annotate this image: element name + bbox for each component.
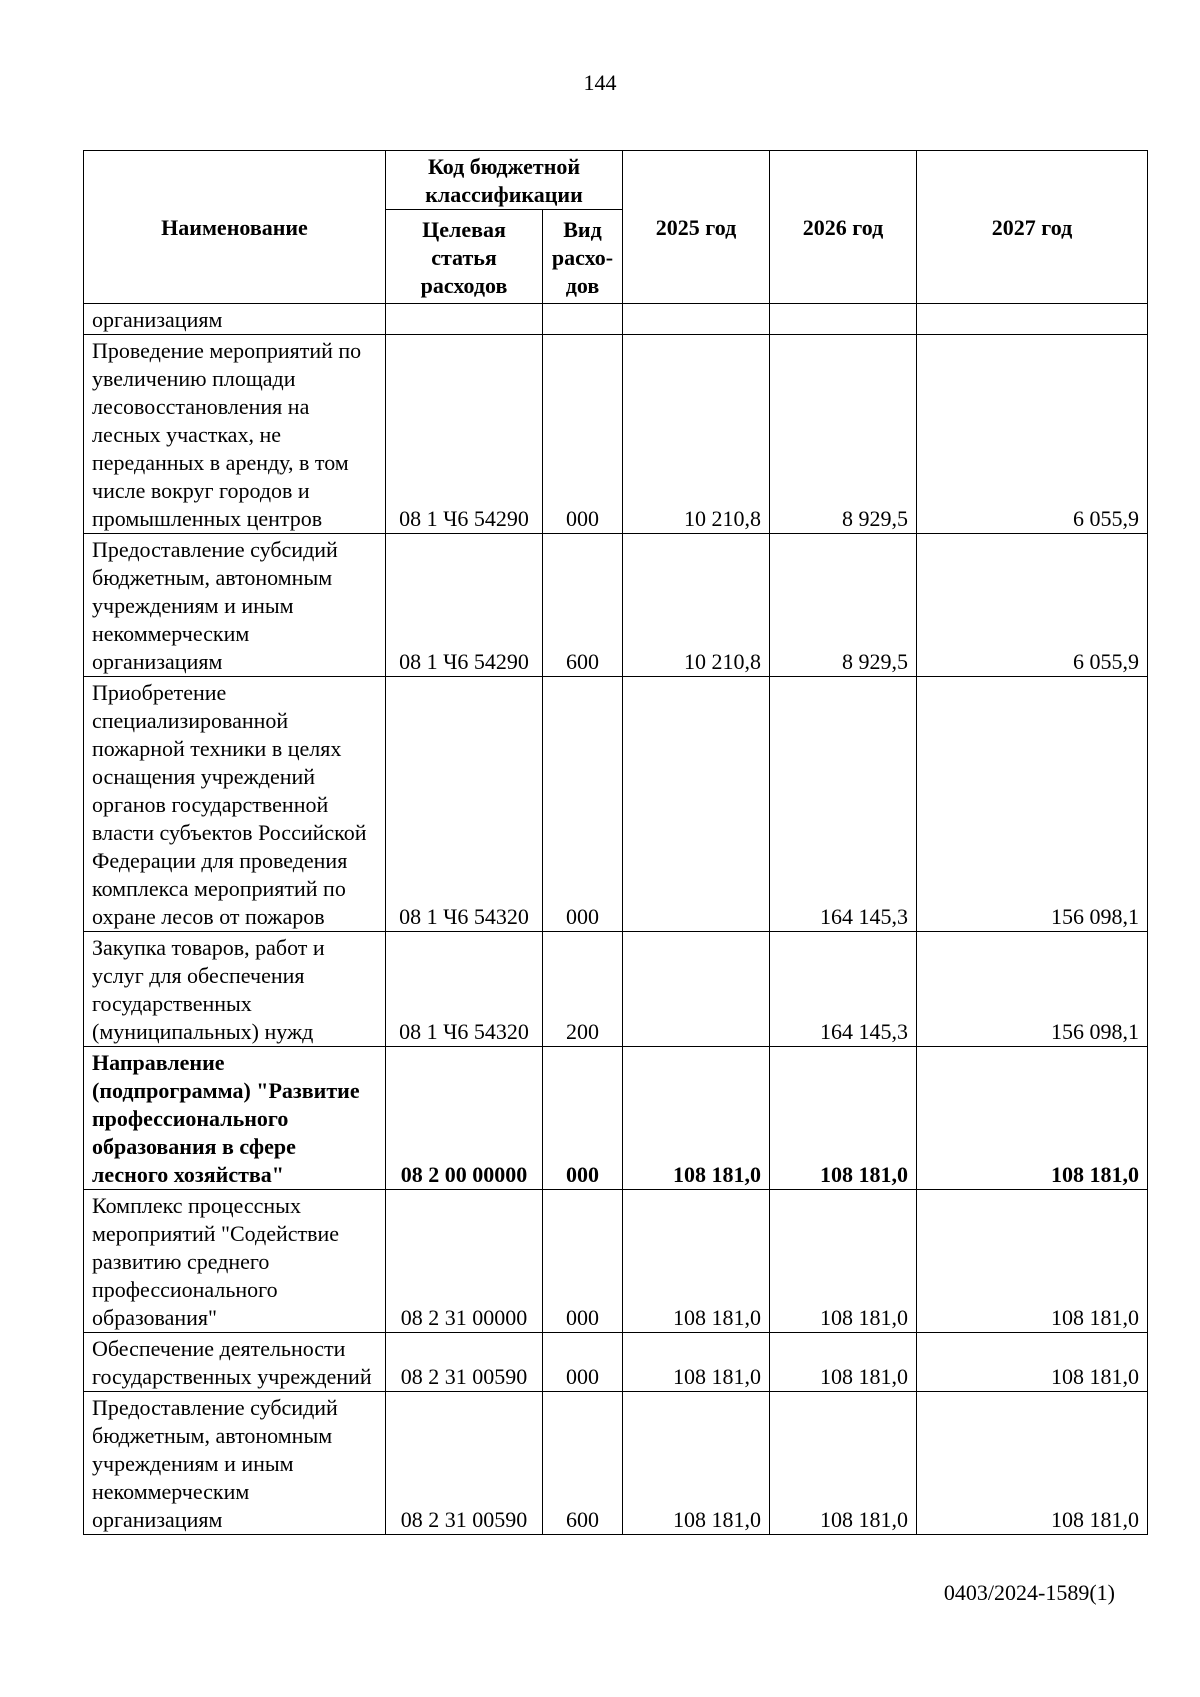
row-code: 08 1 Ч6 54290 bbox=[386, 534, 543, 677]
row-code: 08 1 Ч6 54320 bbox=[386, 932, 543, 1047]
row-name: Предоставление субсидий бюджетным, автономным учреждениям и иным некоммерческим организациям bbox=[84, 534, 386, 677]
row-type: 000 bbox=[543, 1047, 623, 1190]
row-code: 08 2 31 00000 bbox=[386, 1190, 543, 1333]
table-row bbox=[84, 932, 1148, 1047]
row-type bbox=[543, 304, 623, 335]
row-2027: 108 181,0 bbox=[917, 1047, 1148, 1190]
header-2025: 2025 год bbox=[623, 151, 770, 304]
row-name: Проведение мероприятий по увеличению площади лесовосстановления на лесных участках, не переданных в аренду, в том числе вокруг городов и промышленных центров bbox=[84, 335, 386, 534]
row-2026: 108 181,0 bbox=[770, 1047, 917, 1190]
table-row bbox=[84, 1333, 1148, 1392]
header-name: Наименование bbox=[84, 151, 386, 304]
header-2026: 2026 год bbox=[770, 151, 917, 304]
row-2027: 108 181,0 bbox=[917, 1190, 1148, 1333]
row-name: организациям bbox=[84, 304, 386, 335]
row-2026 bbox=[770, 304, 917, 335]
budget-table bbox=[83, 150, 1148, 1535]
row-2025 bbox=[623, 677, 770, 932]
row-2026: 108 181,0 bbox=[770, 1190, 917, 1333]
header-kbk: Код бюджетной классификации bbox=[386, 151, 623, 210]
row-type: 000 bbox=[543, 677, 623, 932]
row-type: 000 bbox=[543, 1333, 623, 1392]
table-row bbox=[84, 534, 1148, 677]
row-2025 bbox=[623, 932, 770, 1047]
table-row bbox=[84, 1392, 1148, 1535]
row-code: 08 1 Ч6 54290 bbox=[386, 335, 543, 534]
row-code: 08 2 31 00590 bbox=[386, 1333, 543, 1392]
row-2026: 108 181,0 bbox=[770, 1392, 917, 1535]
row-2027: 6 055,9 bbox=[917, 335, 1148, 534]
table-row bbox=[84, 304, 1148, 335]
row-type: 600 bbox=[543, 534, 623, 677]
row-2026: 8 929,5 bbox=[770, 534, 917, 677]
row-code bbox=[386, 304, 543, 335]
row-2027: 156 098,1 bbox=[917, 932, 1148, 1047]
row-type: 600 bbox=[543, 1392, 623, 1535]
row-name: Обеспечение деятельности государственных учреждений bbox=[84, 1333, 386, 1392]
row-type: 200 bbox=[543, 932, 623, 1047]
row-name: Предоставление субсидий бюджетным, автономным учреждениям и иным некоммерческим организациям bbox=[84, 1392, 386, 1535]
header-expense-type: Вид расхо-дов bbox=[543, 210, 623, 304]
row-2025 bbox=[623, 304, 770, 335]
header-2027: 2027 год bbox=[917, 151, 1148, 304]
row-name: Комплекс процессных мероприятий "Содействие развитию среднего профессионального образования" bbox=[84, 1190, 386, 1333]
row-type: 000 bbox=[543, 1190, 623, 1333]
table-row bbox=[84, 1190, 1148, 1333]
row-2027: 156 098,1 bbox=[917, 677, 1148, 932]
row-type: 000 bbox=[543, 335, 623, 534]
row-code: 08 1 Ч6 54320 bbox=[386, 677, 543, 932]
row-2025: 10 210,8 bbox=[623, 534, 770, 677]
row-2025: 108 181,0 bbox=[623, 1190, 770, 1333]
row-2026: 164 145,3 bbox=[770, 932, 917, 1047]
row-2025: 10 210,8 bbox=[623, 335, 770, 534]
row-2026: 108 181,0 bbox=[770, 1333, 917, 1392]
row-2026: 8 929,5 bbox=[770, 335, 917, 534]
page-number: 144 bbox=[583, 70, 617, 95]
row-2027: 108 181,0 bbox=[917, 1333, 1148, 1392]
row-2027 bbox=[917, 304, 1148, 335]
row-2025: 108 181,0 bbox=[623, 1047, 770, 1190]
row-code: 08 2 31 00590 bbox=[386, 1392, 543, 1535]
table-row bbox=[84, 335, 1148, 534]
row-code: 08 2 00 00000 bbox=[386, 1047, 543, 1190]
table-row bbox=[84, 677, 1148, 932]
row-2027: 108 181,0 bbox=[917, 1392, 1148, 1535]
row-name: Закупка товаров, работ и услуг для обеспечения государственных (муниципальных) нужд bbox=[84, 932, 386, 1047]
row-2026: 164 145,3 bbox=[770, 677, 917, 932]
row-2027: 6 055,9 bbox=[917, 534, 1148, 677]
row-name: Направление (подпрограмма) "Развитие профессионального образования в сфере лесного хозяйства" bbox=[84, 1047, 386, 1190]
document-number: 0403/2024-1589(1) bbox=[943, 1580, 1115, 1605]
row-2025: 108 181,0 bbox=[623, 1333, 770, 1392]
table-row bbox=[84, 1047, 1148, 1190]
row-2025: 108 181,0 bbox=[623, 1392, 770, 1535]
header-target-article: Целевая статья расходов bbox=[386, 210, 543, 304]
row-name: Приобретение специализированной пожарной техники в целях оснащения учреждений органов государственной власти субъектов Российской Федерации для проведения комплекса мероприятий по охране лесов от пожаров bbox=[84, 677, 386, 932]
